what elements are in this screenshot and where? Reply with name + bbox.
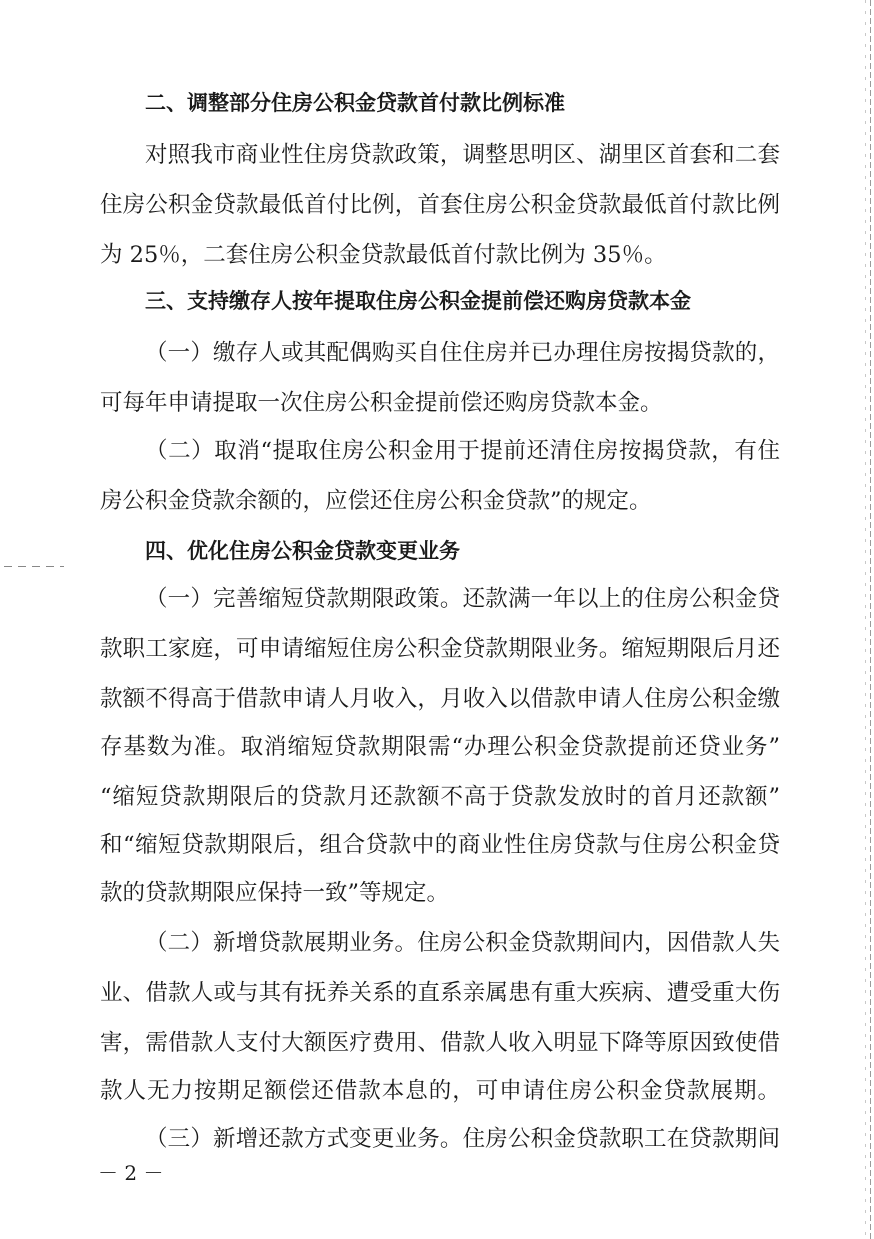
paragraph-line: （一）完善缩短贷款期限政策。还款满一年以上的住房公积金贷 [145,586,780,612]
page-number: － 2 － [98,1161,164,1185]
paragraph-line: （三）新增还款方式变更业务。住房公积金贷款职工在贷款期间 [145,1126,780,1152]
margin-mark [4,566,64,567]
paragraph-line: 为 25％，二套住房公积金贷款最低首付款比例为 35％。 [100,242,667,268]
section-4-heading: 四、优化住房公积金贷款变更业务 [145,539,460,563]
paragraph-line: （二）取消“提取住房公积金用于提前还清住房按揭贷款，有住 [145,438,780,464]
paragraph-line: 存基数为准。取消缩短贷款期限需“办理公积金贷款提前还贷业务” [100,734,780,760]
paragraph-line: 对照我市商业性住房贷款政策，调整思明区、湖里区首套和二套 [145,142,780,168]
paragraph-line: （一）缴存人或其配偶购买自住住房并已办理住房按揭贷款的， [145,340,780,366]
paragraph-line: “缩短贷款期限后的贷款月还款额不高于贷款发放时的首月还款额” [100,784,780,810]
paragraph-line: 款人无力按期足额偿还借款本息的，可申请住房公积金贷款展期。 [100,1078,780,1104]
scan-edge-line [870,0,871,1239]
paragraph-line: 款额不得高于借款申请人月收入，月收入以借款申请人住房公积金缴 [100,686,780,712]
paragraph-line: 房公积金贷款余额的，应偿还住房公积金贷款”的规定。 [100,488,652,514]
scan-edge-line-inner [865,0,866,1239]
paragraph-line: 害，需借款人支付大额医疗费用、借款人收入明显下降等原因致使借 [100,1030,780,1056]
paragraph-line: 和“缩短贷款期限后，组合贷款中的商业性住房贷款与住房公积金贷 [100,832,780,858]
paragraph-line: 款的贷款期限应保持一致”等规定。 [100,880,450,906]
paragraph-line: 款职工家庭，可申请缩短住房公积金贷款期限业务。缩短期限后月还 [100,636,780,662]
section-3-heading: 三、支持缴存人按年提取住房公积金提前偿还购房贷款本金 [145,289,691,313]
paragraph-line: 可每年申请提取一次住房公积金提前偿还购房贷款本金。 [100,390,663,416]
section-2-heading: 二、调整部分住房公积金贷款首付款比例标准 [145,91,565,115]
paragraph-line: 业、借款人或与其有抚养关系的直系亲属患有重大疾病、遭受重大伤 [100,980,780,1006]
paragraph-line: 住房公积金贷款最低首付比例，首套住房公积金贷款最低首付款比例 [100,192,780,218]
paragraph-line: （二）新增贷款展期业务。住房公积金贷款期间内，因借款人失 [145,930,780,956]
